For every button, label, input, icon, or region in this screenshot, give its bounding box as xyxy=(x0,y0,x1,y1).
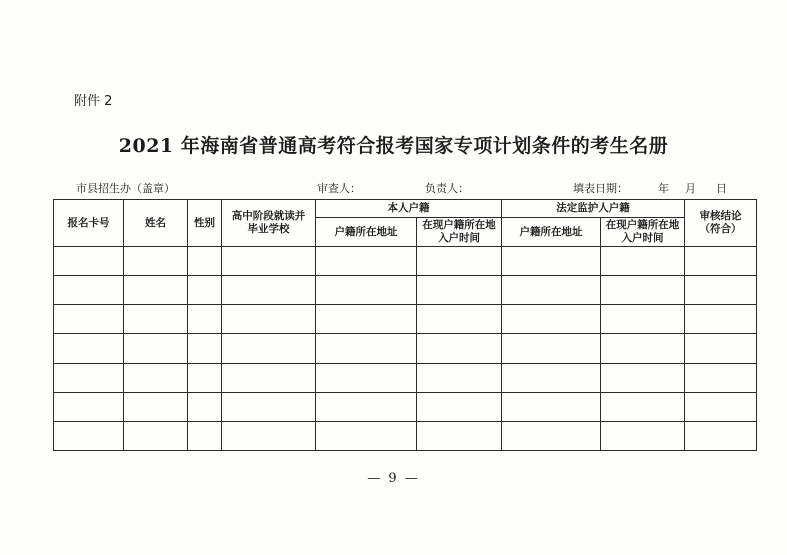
header-gender: 性别 xyxy=(188,200,222,247)
table-row xyxy=(54,334,757,363)
table-cell[interactable] xyxy=(685,276,757,305)
table-cell[interactable] xyxy=(502,392,601,421)
header-own-address: 户籍所在地址 xyxy=(316,218,417,247)
table-cell[interactable] xyxy=(316,247,417,276)
table-cell[interactable] xyxy=(601,247,685,276)
table-cell[interactable] xyxy=(502,276,601,305)
table-cell[interactable] xyxy=(685,334,757,363)
table-cell[interactable] xyxy=(124,392,188,421)
table-cell[interactable] xyxy=(124,247,188,276)
table-cell[interactable] xyxy=(502,363,601,392)
table-cell[interactable] xyxy=(417,334,502,363)
annex-label: 附件 2 xyxy=(74,94,113,109)
table-cell[interactable] xyxy=(54,421,124,450)
table-cell[interactable] xyxy=(188,392,222,421)
table-cell[interactable] xyxy=(222,305,316,334)
table-cell[interactable] xyxy=(222,392,316,421)
table-cell[interactable] xyxy=(188,421,222,450)
table-cell[interactable] xyxy=(188,305,222,334)
header-name: 姓名 xyxy=(124,200,188,247)
roster-body xyxy=(54,247,757,451)
header-exam-id: 报名卡号 xyxy=(54,200,124,247)
table-cell[interactable] xyxy=(124,363,188,392)
table-cell[interactable] xyxy=(316,276,417,305)
table-cell[interactable] xyxy=(54,276,124,305)
table-row xyxy=(54,392,757,421)
table-row xyxy=(54,276,757,305)
table-row xyxy=(54,363,757,392)
table-cell[interactable] xyxy=(316,421,417,450)
date-year-label: 年 xyxy=(658,182,669,195)
table-cell[interactable] xyxy=(188,334,222,363)
fill-date-label: 填表日期： xyxy=(573,182,628,195)
table-cell[interactable] xyxy=(601,305,685,334)
table-cell[interactable] xyxy=(685,247,757,276)
table-cell[interactable] xyxy=(54,247,124,276)
table-cell[interactable] xyxy=(222,334,316,363)
office-seal-label: 市县招生办（盖章） xyxy=(76,182,175,195)
table-cell[interactable] xyxy=(54,334,124,363)
table-cell[interactable] xyxy=(601,276,685,305)
table-cell[interactable] xyxy=(685,305,757,334)
table-cell[interactable] xyxy=(417,363,502,392)
header-own-time: 在现户籍所在地入户时间 xyxy=(417,218,502,247)
date-month-label: 月 xyxy=(685,182,696,195)
responsible-label: 负责人： xyxy=(425,182,469,195)
table-cell[interactable] xyxy=(124,334,188,363)
table-cell[interactable] xyxy=(54,363,124,392)
candidate-roster-table xyxy=(53,199,757,451)
header-conclusion: 审核结论（符合） xyxy=(685,200,757,247)
table-cell[interactable] xyxy=(601,392,685,421)
document-title: 2021 年海南省普通高考符合报考国家专项计划条件的考生名册 xyxy=(118,135,669,157)
table-cell[interactable] xyxy=(124,276,188,305)
table-row xyxy=(54,421,757,450)
date-day-label: 日 xyxy=(716,182,727,195)
table-cell[interactable] xyxy=(601,334,685,363)
table-cell[interactable] xyxy=(502,421,601,450)
table-row xyxy=(54,247,757,276)
table-cell[interactable] xyxy=(222,363,316,392)
table-cell[interactable] xyxy=(222,247,316,276)
table-cell[interactable] xyxy=(417,305,502,334)
table-cell[interactable] xyxy=(54,392,124,421)
table-cell[interactable] xyxy=(316,392,417,421)
header-guardian-time: 在现户籍所在地入户时间 xyxy=(601,218,685,247)
table-cell[interactable] xyxy=(316,334,417,363)
table-cell[interactable] xyxy=(188,363,222,392)
table-row xyxy=(54,305,757,334)
table-cell[interactable] xyxy=(685,392,757,421)
table-cell[interactable] xyxy=(124,421,188,450)
table-cell[interactable] xyxy=(417,392,502,421)
table-cell[interactable] xyxy=(417,421,502,450)
header-guardian-address: 户籍所在地址 xyxy=(502,218,601,247)
table-cell[interactable] xyxy=(124,305,188,334)
table-cell[interactable] xyxy=(188,276,222,305)
table-cell[interactable] xyxy=(316,305,417,334)
reviewer-label: 审查人： xyxy=(317,182,361,195)
table-cell[interactable] xyxy=(502,334,601,363)
table-cell[interactable] xyxy=(316,363,417,392)
table-cell[interactable] xyxy=(502,305,601,334)
table-cell[interactable] xyxy=(417,276,502,305)
table-cell[interactable] xyxy=(188,247,222,276)
table-cell[interactable] xyxy=(685,363,757,392)
header-school: 高中阶段就读并毕业学校 xyxy=(222,200,316,247)
table-cell[interactable] xyxy=(222,421,316,450)
table-cell[interactable] xyxy=(685,421,757,450)
table-cell[interactable] xyxy=(601,421,685,450)
table-cell[interactable] xyxy=(222,276,316,305)
table-cell[interactable] xyxy=(54,305,124,334)
table-cell[interactable] xyxy=(417,247,502,276)
header-own-hukou: 本人户籍 xyxy=(316,200,502,218)
page-number: — 9 — xyxy=(367,471,420,486)
table-cell[interactable] xyxy=(502,247,601,276)
table-cell[interactable] xyxy=(601,363,685,392)
header-guardian-hukou: 法定监护人户籍 xyxy=(502,200,685,218)
